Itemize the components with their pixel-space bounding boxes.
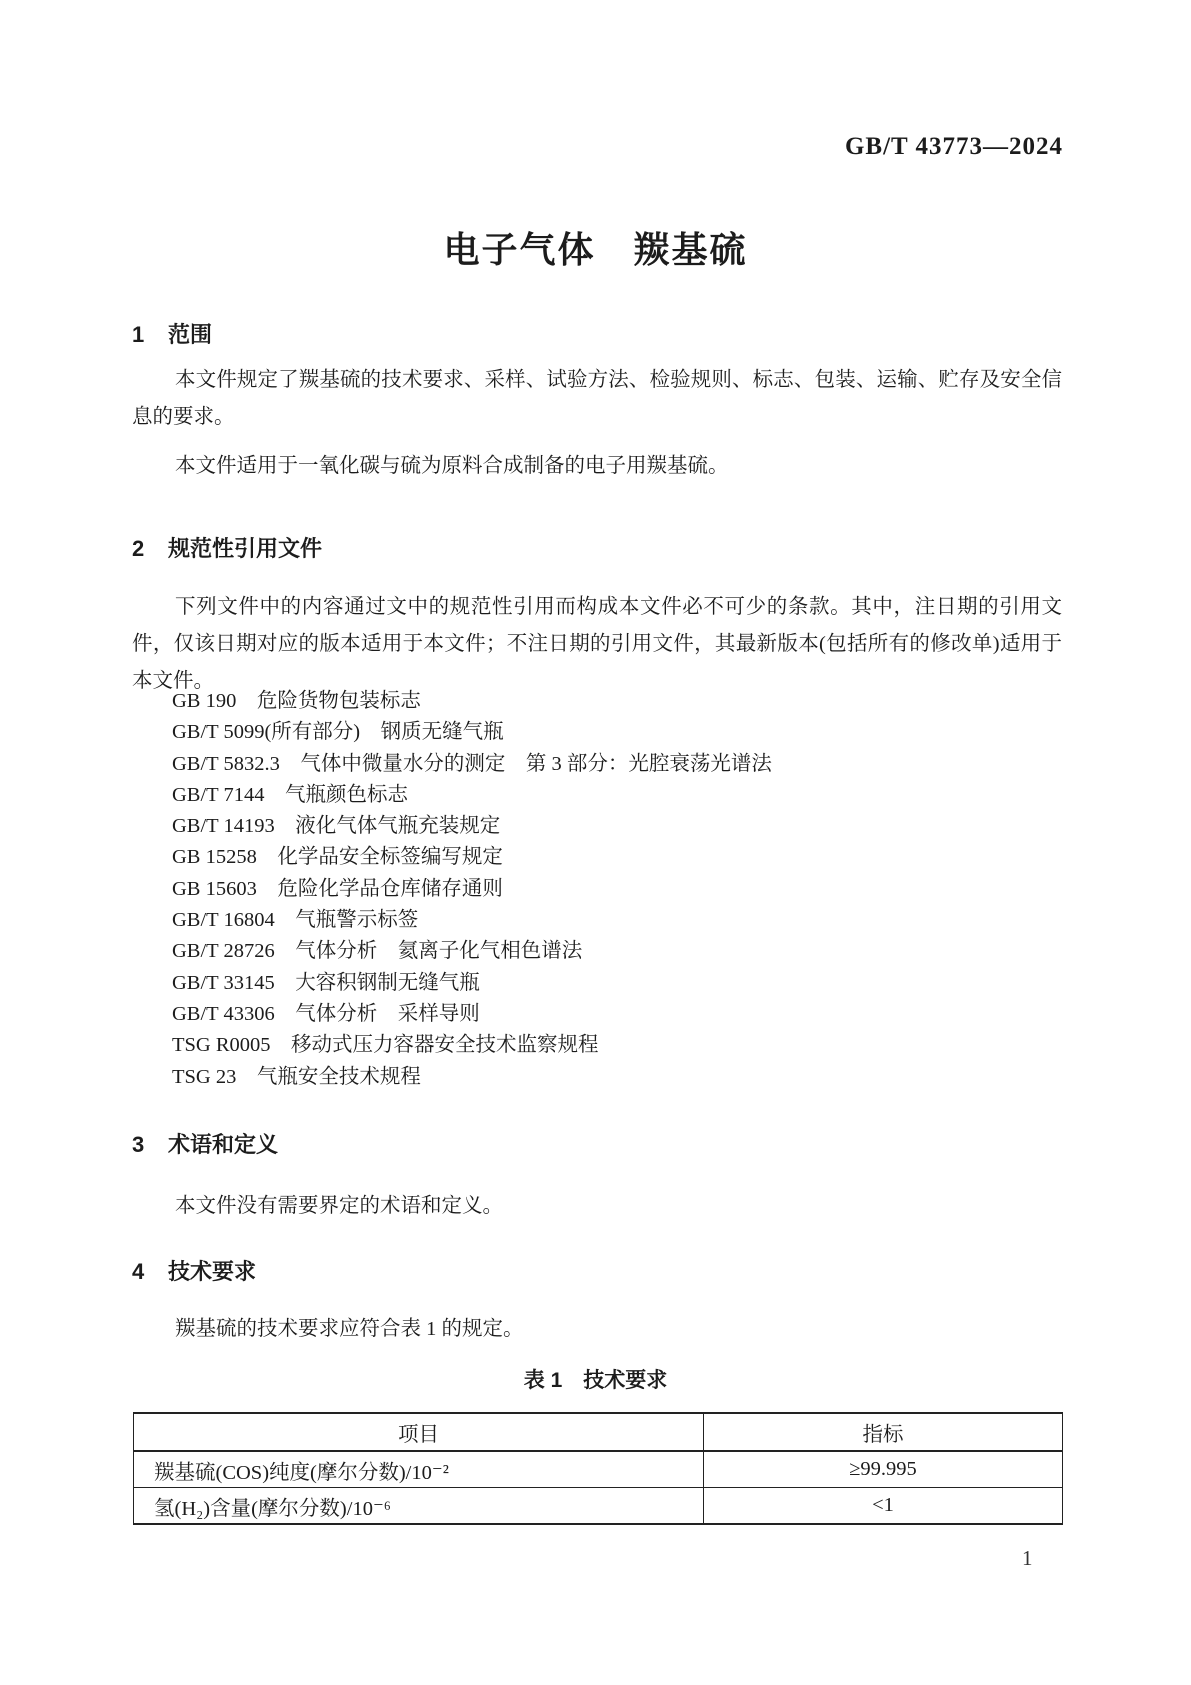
reference-item: GB/T 16804 气瓶警示标签 bbox=[172, 909, 419, 932]
table-row-purity bbox=[134, 1451, 1063, 1488]
paragraph-terms: 本文件没有需要界定的术语和定义。 bbox=[175, 1195, 503, 1217]
paragraph-scope-2: 本文件适用于一氧化碳与硫为原料合成制备的电子用羰基硫。 bbox=[175, 455, 729, 477]
reference-item: TSG R0005 移动式压力容器安全技术监察规程 bbox=[172, 1034, 599, 1057]
section-title: 技术要求 bbox=[168, 1259, 257, 1284]
standard-code: GB/T 43773—2024 bbox=[844, 133, 1063, 160]
section-number: 2 bbox=[132, 536, 145, 561]
table-header-item: 项目 bbox=[134, 1413, 704, 1451]
reference-item: TSG 23 气瓶安全技术规程 bbox=[172, 1065, 421, 1088]
table-caption: 表 1 技术要求 bbox=[523, 1369, 668, 1392]
section-title: 范围 bbox=[168, 322, 213, 347]
section-heading-scope bbox=[132, 318, 1062, 349]
cell-item: 氢(H₂)含量(摩尔分数)/10⁻⁶ bbox=[134, 1488, 704, 1525]
section-number: 1 bbox=[132, 322, 145, 347]
reference-item: GB/T 5832.3 气体中微量水分的测定 第 3 部分：光腔衰荡光谱法 bbox=[172, 752, 772, 775]
requirements-table bbox=[133, 1412, 1063, 1525]
reference-item: GB/T 7144 气瓶颜色标志 bbox=[172, 783, 408, 806]
references-list bbox=[132, 686, 1062, 1093]
paragraph-technical-requirements: 羰基硫的技术要求应符合表 1 的规定。 bbox=[175, 1318, 524, 1340]
reference-item: GB 15258 化学品安全标签编写规定 bbox=[172, 846, 503, 869]
table-header-row bbox=[134, 1413, 1063, 1451]
reference-item: GB/T 43306 气体分析 采样导则 bbox=[172, 1002, 480, 1025]
section-title: 规范性引用文件 bbox=[168, 536, 323, 561]
reference-item: GB/T 28726 气体分析 氦离子化气相色谱法 bbox=[172, 940, 583, 963]
reference-item: GB 15603 危险化学品仓库储存通则 bbox=[172, 877, 503, 900]
paragraph-scope-1: 本文件规定了羰基硫的技术要求、采样、试验方法、检验规则、标志、包装、运输、贮存及安全信息的要求。 bbox=[132, 369, 1062, 429]
reference-item: GB/T 5099(所有部分) 钢质无缝气瓶 bbox=[172, 721, 504, 744]
section-number: 3 bbox=[132, 1132, 145, 1157]
section-heading-normative-references bbox=[132, 532, 1062, 563]
reference-item: GB 190 危险货物包装标志 bbox=[172, 690, 421, 712]
section-heading-technical-requirements bbox=[132, 1255, 1062, 1286]
page-number: 1 bbox=[1022, 1546, 1033, 1570]
cell-value: ≥99.995 bbox=[704, 1451, 1063, 1488]
cell-value: <1 bbox=[704, 1488, 1063, 1525]
table-row-hydrogen bbox=[134, 1488, 1063, 1525]
section-heading-terms bbox=[132, 1128, 1062, 1159]
paragraph-references-intro: 下列文件中的内容通过文中的规范性引用而构成本文件必不可少的条款。其中，注日期的引用文件，仅该日期对应的版本适用于本文件；不注日期的引用文件，其最新版本(包括所有的修改单)适用于本文件。 bbox=[132, 596, 1062, 693]
cell-item: 羰基硫(COS)纯度(摩尔分数)/10⁻² bbox=[134, 1451, 704, 1488]
reference-item: GB/T 14193 液化气体气瓶充装规定 bbox=[172, 815, 501, 838]
table-header-indicator: 指标 bbox=[704, 1413, 1063, 1451]
reference-item: GB/T 33145 大容积钢制无缝气瓶 bbox=[172, 971, 480, 994]
section-number: 4 bbox=[132, 1259, 145, 1284]
document-title: 电子气体 羰基硫 bbox=[443, 229, 748, 270]
section-title: 术语和定义 bbox=[168, 1132, 279, 1157]
